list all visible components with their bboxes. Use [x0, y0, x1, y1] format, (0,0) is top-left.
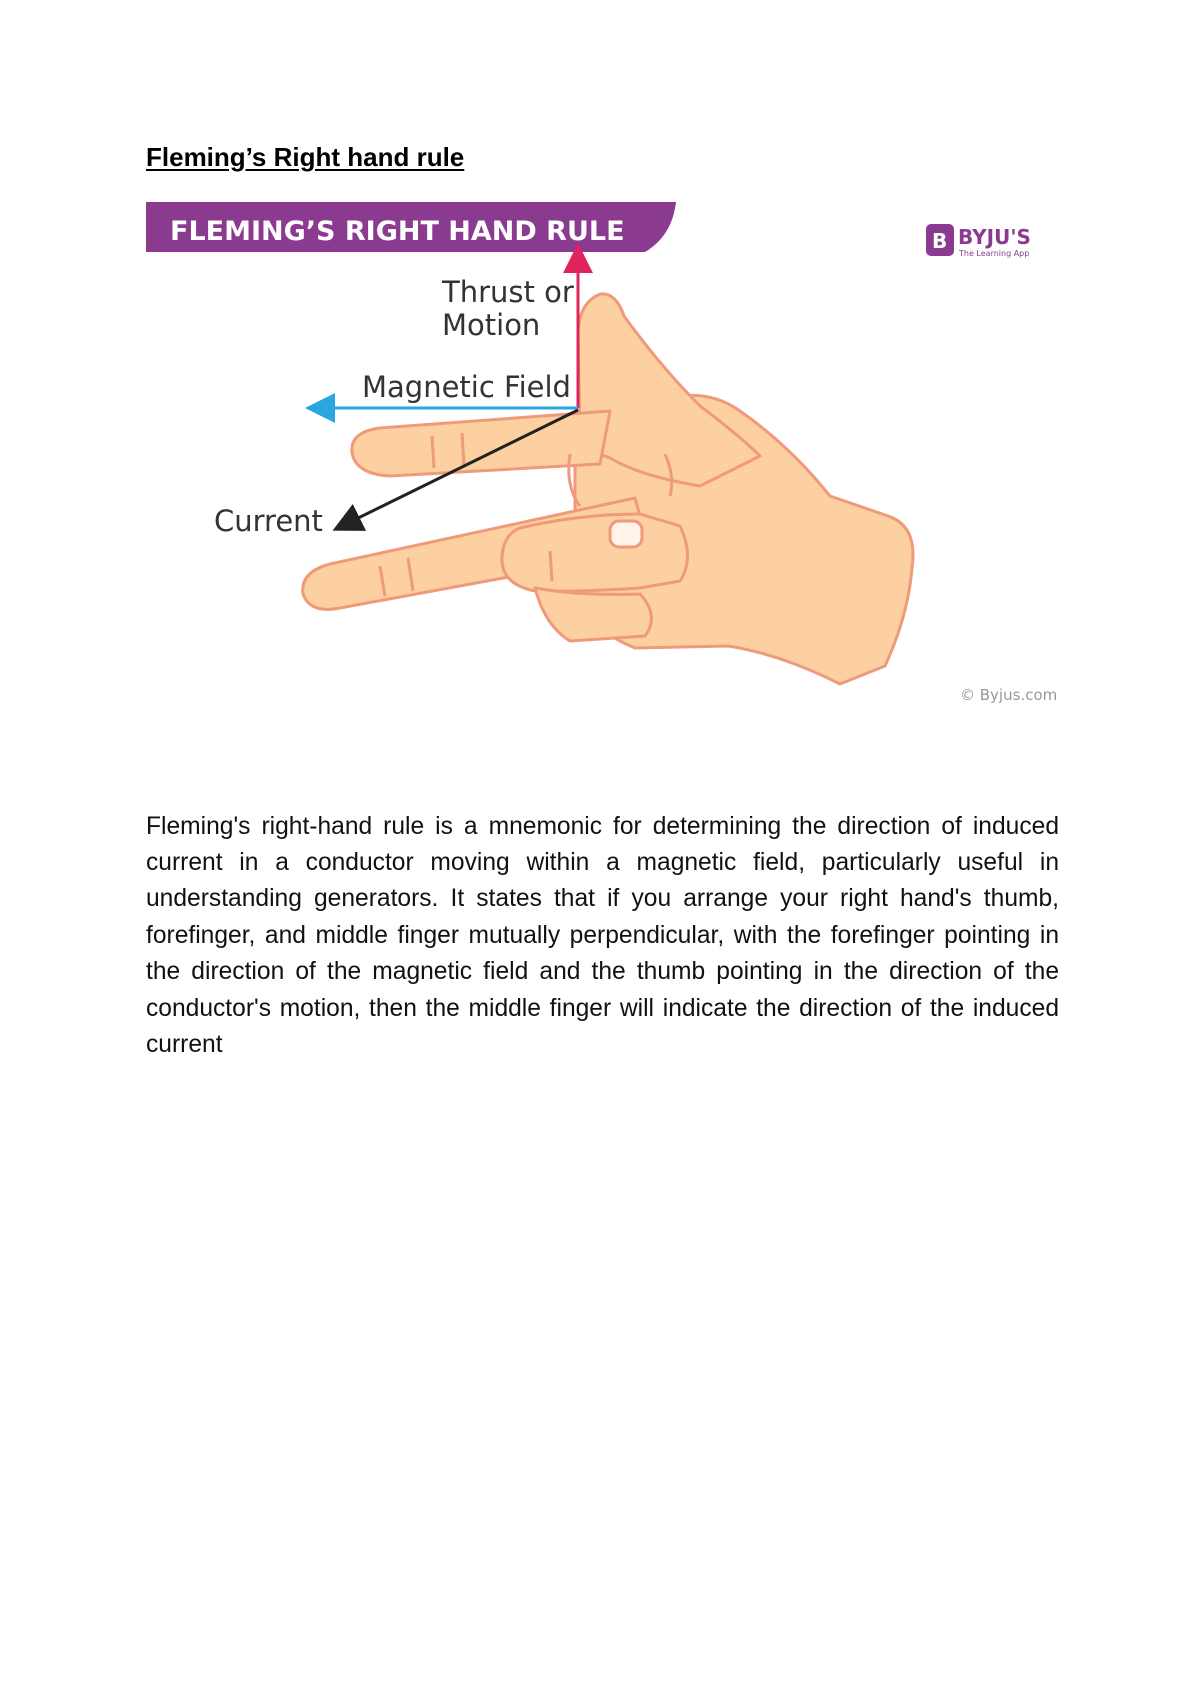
- byjus-logo: [926, 224, 1031, 258]
- hand-illustration: [303, 294, 913, 684]
- current-label: Current: [214, 504, 323, 538]
- logo-name: BYJU'S: [958, 225, 1031, 249]
- thrust-label-line1: Thrust or: [442, 275, 574, 309]
- thumb-shape: [578, 294, 760, 486]
- thumbnail: [610, 521, 642, 547]
- svg-text:B: B: [932, 229, 948, 253]
- banner-title: FLEMING’S RIGHT HAND RULE: [170, 216, 625, 247]
- curled-fingers-shape: [502, 514, 688, 591]
- page-title: Fleming’s Right hand rule: [146, 142, 465, 172]
- thrust-label-line2: Motion: [442, 308, 541, 342]
- body-paragraph: Fleming's right-hand rule is a mnemonic for determining the direction of induced current in a conductor moving within a magnetic field, particularly useful in understanding generators. It states that if you arrange your right hand's thumb, forefinger, and middle finger mutually perpendicular, with the forefinger pointing in the direction of the magnetic field and the thumb pointing in the direction of the conductor's motion, then the middle finger will indicate the direction of the induced current: [146, 812, 1059, 1059]
- fleming-illustration: [140, 196, 1060, 716]
- logo-tagline: The Learning App: [959, 249, 1030, 258]
- forefinger-shape: [352, 411, 610, 476]
- copyright-text: © Byjus.com: [960, 686, 1058, 704]
- knuckles-shape: [535, 588, 651, 641]
- magnetic-field-label: Magnetic Field: [362, 370, 571, 404]
- fleming-rule-figure: [140, 196, 1060, 716]
